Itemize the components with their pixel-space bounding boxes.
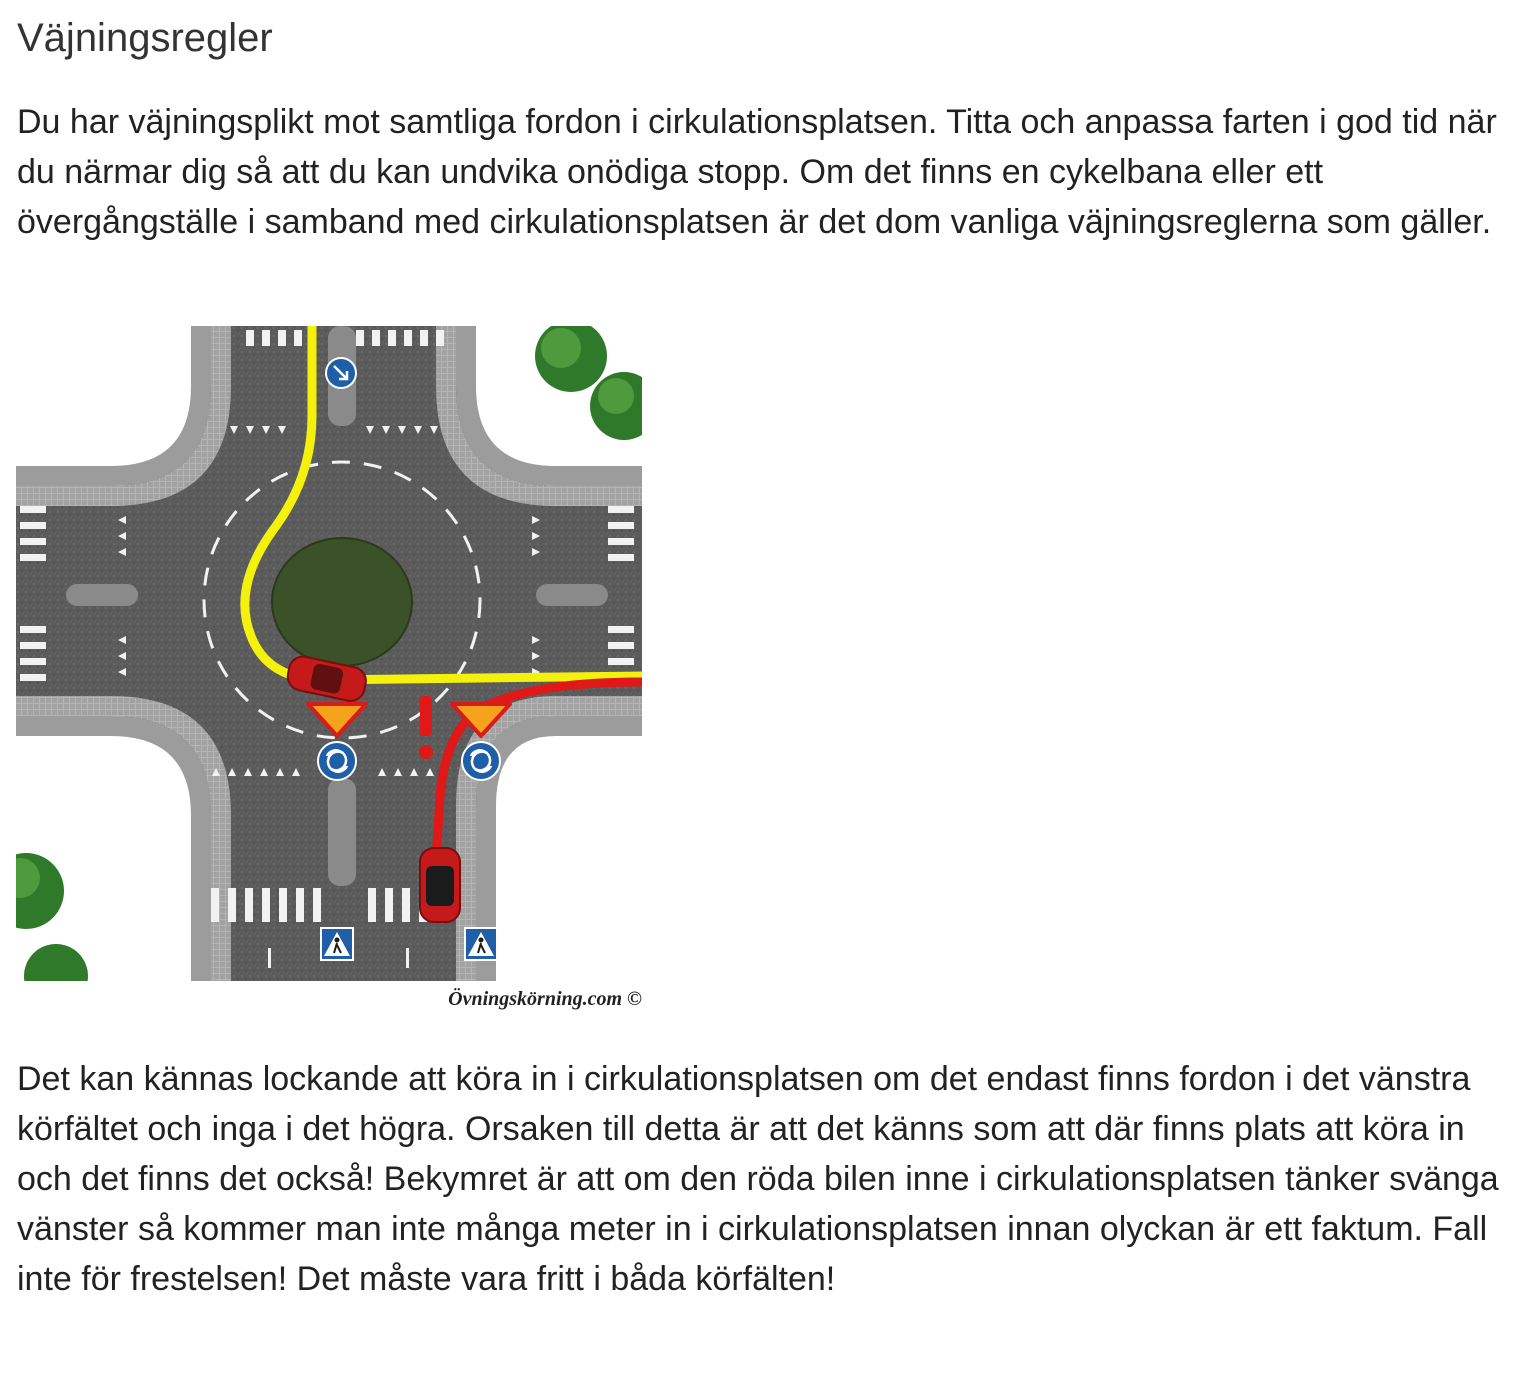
- splitter-island-west: [66, 584, 138, 606]
- roundabout-illustration: [16, 326, 642, 1026]
- splitter-island-south: [328, 778, 356, 886]
- roundabout-diagram: [16, 326, 642, 981]
- keep-right-sign-icon: [326, 358, 356, 388]
- warning-exclamation-icon: [419, 696, 433, 759]
- pedestrian-crossing-sign-icon: [465, 928, 497, 960]
- body-paragraph: Det kan kännas lockande att köra in i cirkulationsplatsen om det endast finns fordon i det vänstra körfältet och inga i det högra. Orsaken till detta är att det känns som att där finns plats att köra in och det finns det också! Bekymret är att om den röda bilen inne i cirkulationsplatsen tänker svänga vänster så kommer man inte många meter in i cirkulationsplatsen innan olyckan är ett faktum. Fall inte för frestelsen! Det måste vara fritt i båda körfälten!: [17, 1060, 1499, 1298]
- roundabout-sign-icon: [318, 742, 356, 780]
- page-title: Väjningsregler: [17, 16, 273, 60]
- intro-paragraph: Du har väjningsplikt mot samtliga fordon i cirkulationsplatsen. Titta och anpassa farten i god tid när du närmar dig så att du kan undvika onödiga stopp. Om det finns en cykelbana eller ett övergångställe i samband med cirkulationsplatsen är det dom vanliga väjningsreglerna som gäller.: [17, 103, 1497, 241]
- central-island: [272, 538, 412, 666]
- image-credit: Övningskörning.com ©: [448, 988, 642, 1010]
- splitter-island-east: [536, 584, 608, 606]
- red-car-entering: [420, 848, 460, 922]
- pedestrian-crossing-sign-icon: [321, 928, 353, 960]
- roundabout-sign-icon: [462, 742, 500, 780]
